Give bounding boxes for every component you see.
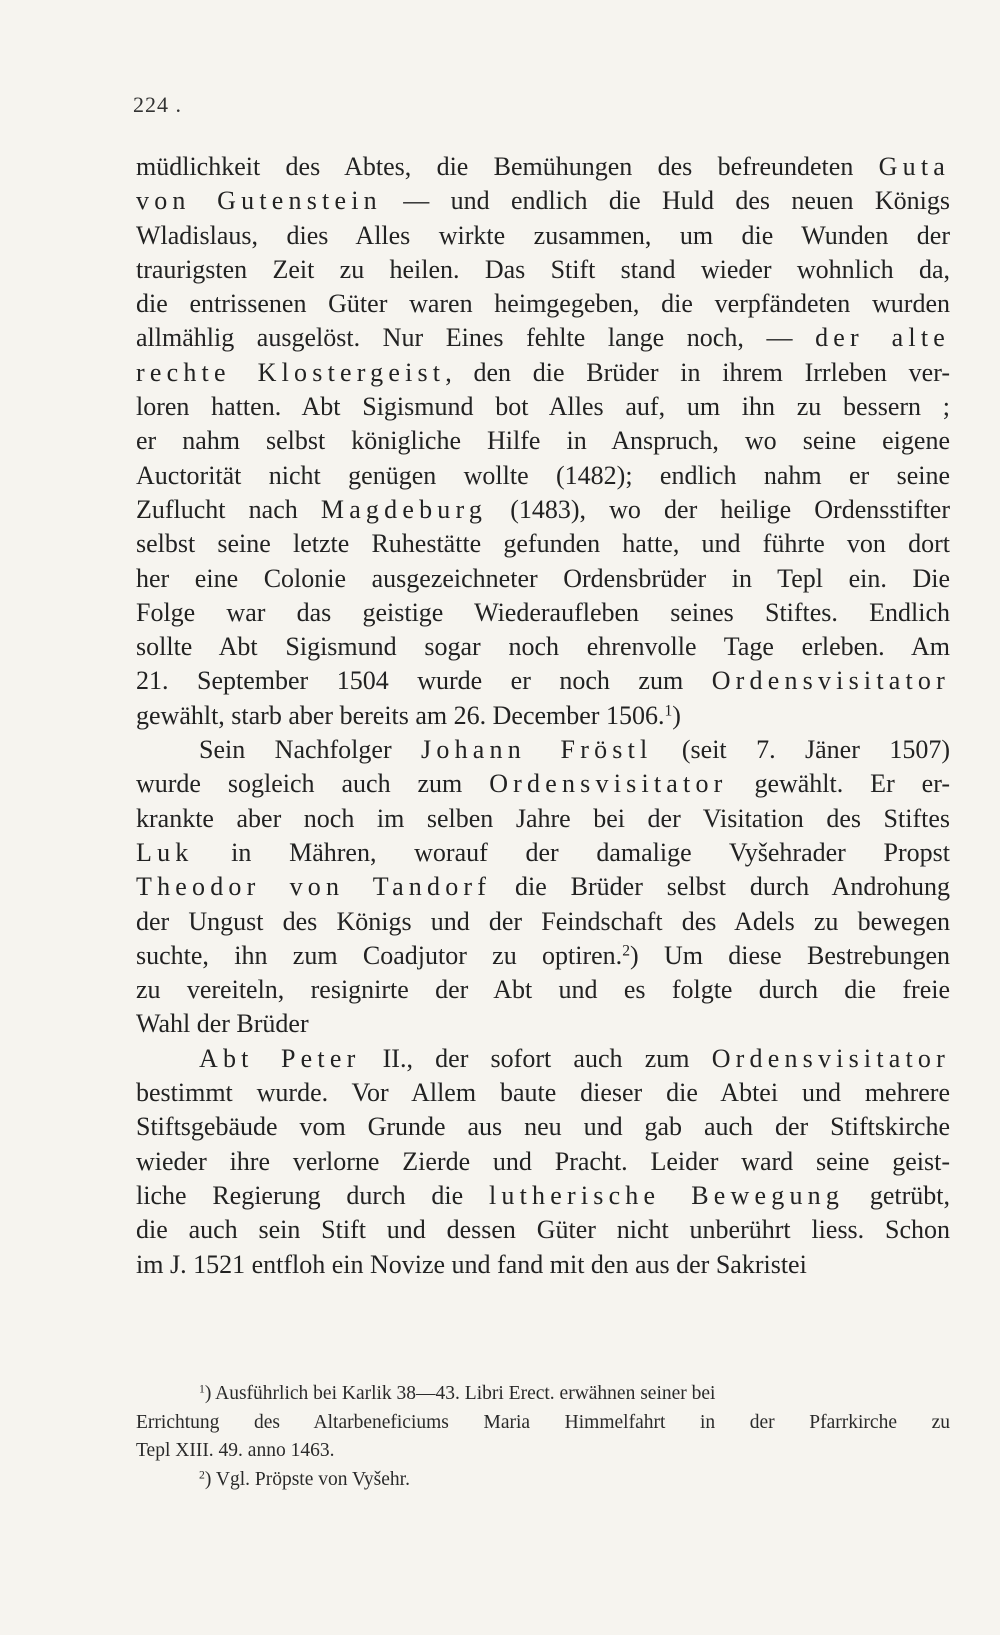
spaced-emphasis: von Gutenstein xyxy=(136,186,382,216)
spaced-emphasis: Ordensvisitator xyxy=(711,666,950,696)
footnote-line: $^1$) Ausführlich bei Karlik 38—43. Libri Erect. erwähnen seiner bei xyxy=(199,1382,716,1404)
text-line: der Ungust des Königs und der Feindschaft des Adels zu bewegen xyxy=(136,906,950,936)
text-line: Wladislaus, dies Alles wirkte zusammen, um die Wunden der xyxy=(136,220,950,250)
page-number: 224 . xyxy=(133,92,182,117)
text-line: die auch sein Stift und dessen Güter nicht unberührt liess. Schon xyxy=(136,1215,950,1245)
spaced-emphasis: der alte xyxy=(815,323,950,353)
text-line: Auctorität nicht genügen wollte (1482); endlich nahm er seine xyxy=(136,460,950,490)
body-text xyxy=(136,150,950,1282)
text-line: Zuflucht nach Magdeburg (1483), wo der heilige Ordensstifter xyxy=(136,494,951,524)
spaced-emphasis: Magdeburg xyxy=(320,494,488,524)
text-line: 21. September 1504 wurde er noch zum Ordensvisitator xyxy=(136,666,950,696)
text-line: die entrissenen Güter waren heimgegeben, die verpfändeten wurden xyxy=(136,289,950,319)
text-line: suchte, ihn zum Coadjutor zu optiren.$^2$) Um diese Bestrebungen xyxy=(136,940,950,970)
spaced-emphasis: Johann Fröstl xyxy=(421,735,653,765)
spaced-emphasis: Ordensvisitator xyxy=(711,1043,950,1073)
footnote-marker: 2 xyxy=(622,942,630,960)
text-line: her eine Colonie ausgezeichneter Ordensbrüder in Tepl ein. Die xyxy=(136,563,950,593)
text-line: Theodor von Tandorf die Brüder selbst durch Androhung xyxy=(136,872,950,902)
spaced-emphasis: Theodor von Tandorf xyxy=(136,872,492,902)
text-line: sollte Abt Sigismund sogar noch ehrenvolle Tage erleben. Am xyxy=(136,632,950,662)
text-line: wieder ihre verlorne Zierde und Pracht. Leider ward seine geist- xyxy=(136,1146,950,1176)
spaced-emphasis: Ordensvisitator xyxy=(489,769,728,799)
footnote-marker: 2 xyxy=(199,1468,205,1482)
text-line: von Gutenstein — und endlich die Huld des neuen Königs xyxy=(136,186,950,216)
footnote-line: Errichtung des Altarbeneficiums Maria Himmelfahrt in der Pfarrkirche zu xyxy=(136,1411,950,1433)
spaced-emphasis: Guta xyxy=(878,152,950,181)
footnotes xyxy=(136,1380,950,1494)
text-line: allmählig ausgelöst. Nur Eines fehlte lange noch, — der alte xyxy=(136,323,950,353)
text-line: krankte aber noch im selben Jahre bei der Visitation des Stiftes xyxy=(136,803,950,833)
footnote-marker: 1 xyxy=(664,702,673,720)
text-line: wurde sogleich auch zum Ordensvisitator gewählt. Er er- xyxy=(136,769,950,799)
footnote-line: $^2$) Vgl. Pröpste von Vyšehr. xyxy=(199,1468,410,1490)
text-line: Sein Nachfolger Johann Fröstl (seit 7. Jäner 1507) xyxy=(199,735,950,765)
text-line: loren hatten. Abt Sigismund bot Alles auf, um ihn zu bessern ; xyxy=(136,392,950,422)
spaced-emphasis: Luk xyxy=(136,837,194,867)
text-line: Stiftsgebäude vom Grunde aus neu und gab auch der Stiftskirche xyxy=(136,1112,950,1142)
spaced-emphasis: rechte Klostergeist xyxy=(136,357,446,387)
text-line: bestimmt wurde. Vor Allem baute dieser die Abtei und mehrere xyxy=(136,1078,950,1108)
text-line: müdlichkeit des Abtes, die Bemühungen des befreundeten Guta xyxy=(136,152,950,181)
spaced-emphasis: Abt Peter xyxy=(199,1043,361,1073)
footnote-line: Tepl XIII. 49. anno 1463. xyxy=(136,1440,335,1461)
text-line: traurigsten Zeit zu heilen. Das Stift stand wieder wohnlich da, xyxy=(136,254,950,284)
text-line: zu vereiteln, resignirte der Abt und es folgte durch die freie xyxy=(136,975,950,1005)
spaced-emphasis: lutherische Bewegung xyxy=(488,1180,845,1210)
text-line: er nahm selbst königliche Hilfe in Anspruch, wo seine eigene xyxy=(136,426,950,456)
text-line: gewählt, starb aber bereits am 26. December 1506.$^1$) xyxy=(136,700,681,730)
text-line: Folge war das geistige Wiederaufleben seines Stiftes. Endlich xyxy=(136,597,950,627)
text-line: Abt Peter II., der sofort auch zum Ordensvisitator xyxy=(199,1043,950,1073)
text-line: liche Regierung durch die lutherische Bewegung getrübt, xyxy=(136,1180,950,1210)
text-line: im J. 1521 entfloh ein Novize und fand mit den aus der Sakristei xyxy=(136,1249,807,1279)
footnote-marker: 1 xyxy=(199,1382,205,1396)
text-line: Luk in Mähren, worauf der damalige Vyšehrader Propst xyxy=(136,837,950,867)
text-line: Wahl der Brüder xyxy=(136,1009,309,1039)
text-line: rechte Klostergeist, den die Brüder in ihrem Irrleben ver- xyxy=(136,357,950,387)
text-line: selbst seine letzte Ruhestätte gefunden hatte, und führte von dort xyxy=(136,529,950,559)
